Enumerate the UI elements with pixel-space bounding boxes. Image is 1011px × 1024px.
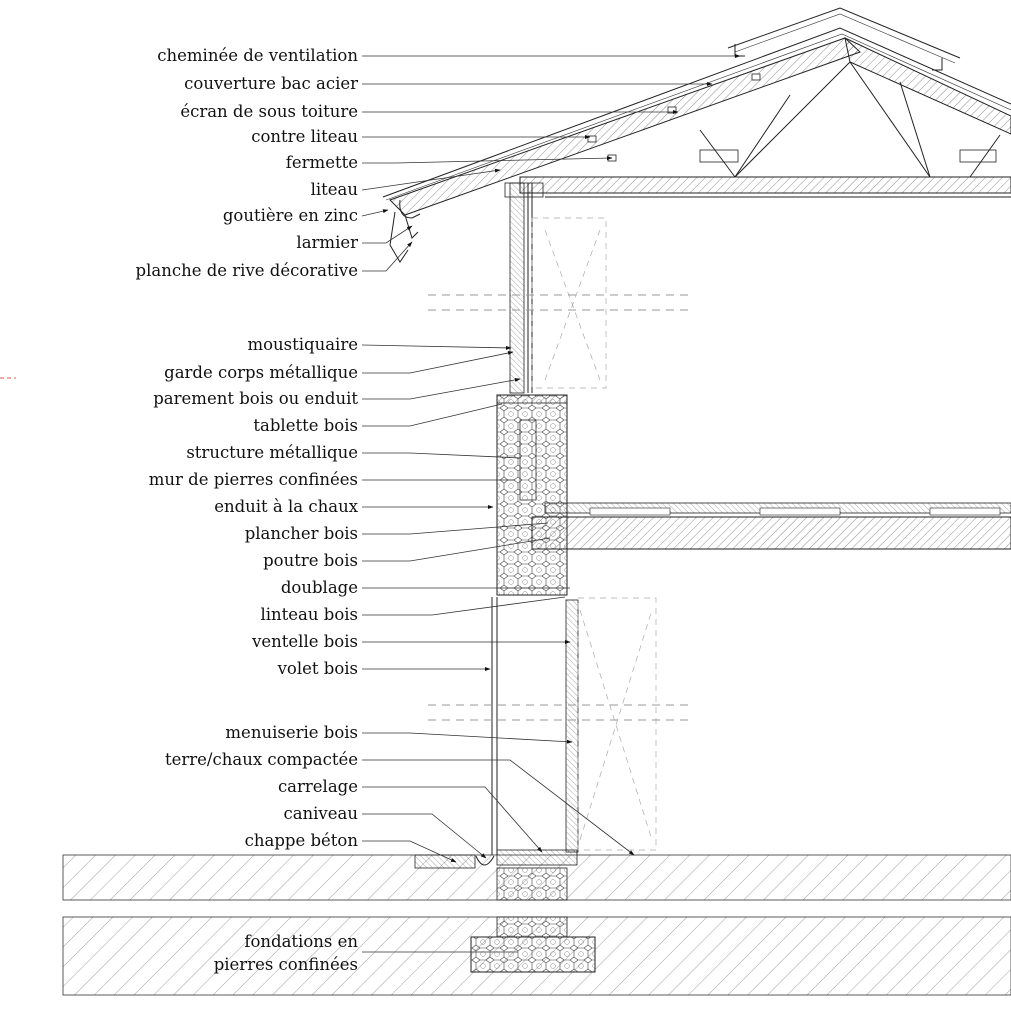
label-poutre: poutre bois	[263, 551, 358, 570]
label-terre-chaux: terre/chaux compactée	[165, 750, 358, 769]
label-menuiserie: menuiserie bois	[225, 723, 358, 742]
label-enduit: enduit à la chaux	[214, 497, 358, 516]
label-fondations-1: fondations en	[244, 932, 358, 951]
label-carrelage: carrelage	[277, 777, 358, 796]
label-goutiere: goutière en zinc	[222, 206, 358, 225]
label-caniveau: caniveau	[283, 804, 358, 823]
label-larmier: larmier	[296, 233, 358, 252]
label-moustiquaire: moustiquaire	[247, 335, 358, 354]
label-planche-rive: planche de rive décorative	[135, 261, 358, 280]
label-volet: volet bois	[277, 659, 358, 678]
label-couverture: couverture bac acier	[184, 74, 358, 93]
label-cheminee: cheminée de ventilation	[157, 46, 358, 65]
upper-wall	[510, 183, 1011, 393]
label-linteau: linteau bois	[260, 605, 358, 624]
label-fondations-2: pierres confinées	[213, 955, 358, 974]
label-parement: parement bois ou enduit	[153, 389, 358, 408]
label-mur-pierres: mur de pierres confinées	[148, 470, 358, 489]
label-contre-liteau: contre liteau	[251, 127, 358, 146]
label-ventelle: ventelle bois	[252, 632, 358, 651]
ground	[63, 850, 1011, 995]
label-tablette: tablette bois	[253, 416, 358, 435]
roof	[383, 8, 1011, 262]
floor	[532, 503, 1011, 549]
label-plancher: plancher bois	[244, 524, 358, 543]
label-liteau: liteau	[310, 180, 358, 199]
label-fermette: fermette	[285, 153, 358, 172]
labels	[136, 46, 359, 974]
label-ecran: écran de sous toiture	[180, 102, 358, 121]
label-garde-corps: garde corps métallique	[164, 363, 358, 382]
label-chappe: chappe béton	[244, 831, 358, 850]
label-structure: structure métallique	[186, 443, 358, 462]
lower-wall	[492, 597, 656, 855]
label-doublage: doublage	[280, 578, 358, 597]
stone-wall	[497, 395, 567, 595]
